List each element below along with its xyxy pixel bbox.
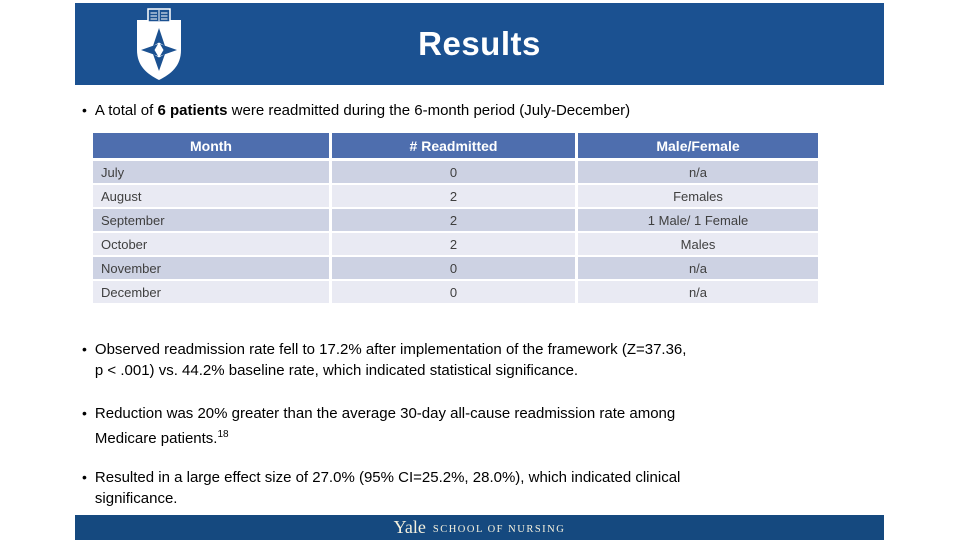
bullet-observed-line2: p < .001) vs. 44.2% baseline rate, which indicated statistical significance. — [94, 362, 579, 379]
table-cell-month: July — [93, 161, 332, 185]
bullet-total-patients — [82, 100, 938, 121]
slide-title: Results — [418, 25, 541, 62]
bullet-reduction-line1: • Reduction was 20% greater than the average 30-day all-cause readmission rate among — [94, 405, 676, 422]
table-cell-month: December — [93, 281, 332, 305]
slide-footer — [75, 515, 884, 540]
bullet-effect-size — [82, 467, 938, 509]
column-header-male-female: Male/Female — [578, 133, 818, 161]
table-cell-readmitted: 0 — [332, 281, 578, 305]
table-cell-male-female: Males — [578, 233, 818, 257]
table-cell-male-female: 1 Male/ 1 Female — [578, 209, 818, 233]
table-row — [93, 209, 818, 233]
table-cell-month: November — [93, 257, 332, 281]
table-cell-male-female: n/a — [578, 161, 818, 185]
column-header-month: Month — [93, 133, 332, 161]
bullet-intro-post: were readmitted during the 6-month period (July-December) — [227, 102, 631, 119]
table-cell-readmitted: 2 — [332, 209, 578, 233]
table-cell-readmitted: 0 — [332, 257, 578, 281]
bullet-reduction — [82, 403, 938, 449]
reference-superscript: 18 — [217, 429, 229, 440]
table-row — [93, 233, 818, 257]
table-row — [93, 185, 818, 209]
column-header-readmitted: # Readmitted — [332, 133, 578, 161]
table-row — [93, 161, 818, 185]
table-cell-readmitted: 0 — [332, 161, 578, 185]
table-cell-month: August — [93, 185, 332, 209]
bullet-intro-bold: 6 patients — [157, 102, 228, 119]
table-row — [93, 281, 818, 305]
table-row — [93, 257, 818, 281]
table-cell-month: October — [93, 233, 332, 257]
bullet-effect-line1: • Resulted in a large effect size of 27.0% (95% CI=25.2%, 28.0%), which indicated clinical — [94, 469, 681, 486]
table-cell-male-female: n/a — [578, 257, 818, 281]
readmissions-table — [93, 133, 818, 305]
yale-nursing-shield-icon — [133, 8, 185, 82]
bullet-observed-line1: • Observed readmission rate fell to 17.2% after implementation of the framework (Z=37.36, — [94, 341, 687, 358]
slide-header — [75, 3, 884, 85]
table-cell-readmitted: 2 — [332, 233, 578, 257]
bullet-observed-rate — [82, 339, 938, 381]
table-cell-male-female: n/a — [578, 281, 818, 305]
table-cell-month: September — [93, 209, 332, 233]
table-cell-male-female: Females — [578, 185, 818, 209]
bullet-intro-pre: A total of — [94, 102, 158, 119]
table-header-row — [93, 133, 818, 161]
table-body — [93, 161, 818, 305]
bullet-reduction-line2 — [95, 424, 675, 449]
school-of-nursing-label: SCHOOL OF NURSING — [432, 523, 566, 535]
table-cell-readmitted: 2 — [332, 185, 578, 209]
bullet-effect-line2: significance. — [94, 490, 178, 507]
yale-wordmark: Yale — [393, 517, 426, 537]
bullet-reduction-line2-text: Medicare patients. — [94, 430, 218, 447]
